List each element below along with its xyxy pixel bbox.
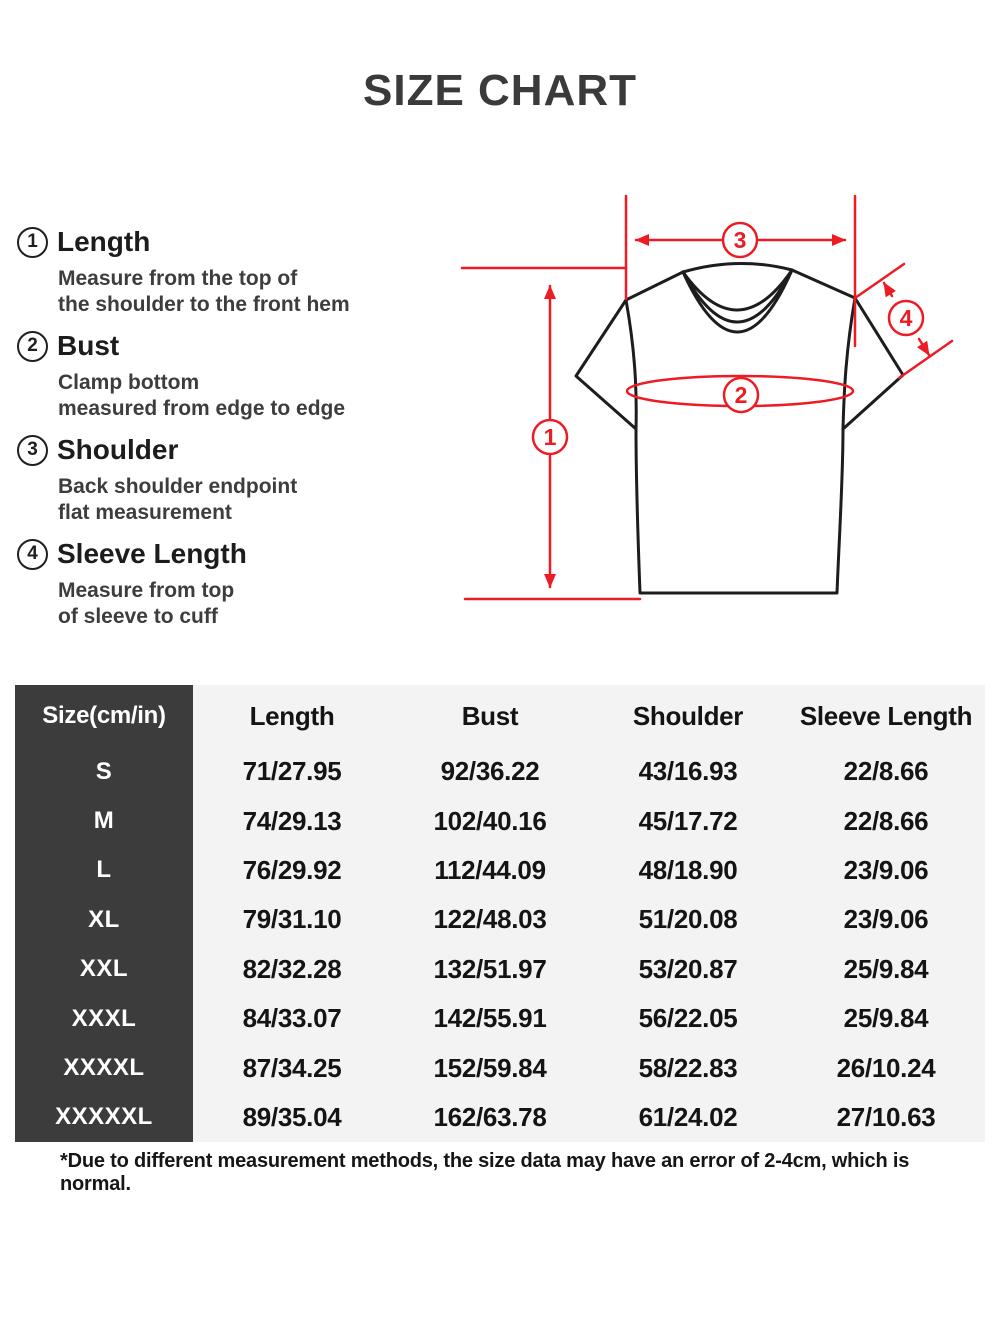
column-header-bust: Bust — [391, 685, 589, 747]
measurement-description — [58, 370, 457, 422]
measurement-name: Bust — [57, 330, 120, 361]
diagram-labels — [533, 223, 923, 454]
value-cell: 92/36.22 — [391, 747, 589, 796]
description-line: Clamp bottom — [58, 371, 200, 394]
description-line: Measure from the top of — [58, 267, 298, 290]
size-label: L — [15, 846, 193, 895]
measurement-number-badge: 3 — [17, 435, 48, 466]
value-cell: 53/20.87 — [589, 945, 787, 994]
size-table — [15, 685, 985, 1142]
value-cell: 23/9.06 — [787, 895, 985, 944]
measurement-description — [58, 578, 457, 630]
size-label: XXXL — [15, 994, 193, 1043]
column-header-sleeve-length: Sleeve Length — [787, 685, 985, 747]
value-cell: 76/29.92 — [193, 846, 391, 895]
size-label: XXXXXL — [15, 1093, 193, 1142]
body — [626, 298, 855, 593]
description-line: measured from edge to edge — [58, 397, 346, 420]
value-cell: 56/22.05 — [589, 994, 787, 1043]
sleeve-tick-line — [855, 264, 904, 298]
page-title: SIZE CHART — [363, 66, 637, 115]
value-cell: 132/51.97 — [391, 945, 589, 994]
measurement-name: Sleeve Length — [57, 538, 247, 569]
value-cell: 152/59.84 — [391, 1043, 589, 1092]
value-cell: 82/32.28 — [193, 945, 391, 994]
measurement-head — [17, 224, 457, 260]
value-cell: 45/17.72 — [589, 796, 787, 845]
sleeve-label: 4 — [899, 305, 913, 331]
description-line: the shoulder to the front hem — [58, 293, 350, 316]
value-cell: 112/44.09 — [391, 846, 589, 895]
value-cell: 23/9.06 — [787, 846, 985, 895]
value-cell: 25/9.84 — [787, 945, 985, 994]
measurement-number-badge: 1 — [17, 227, 48, 258]
size-label: S — [15, 747, 193, 796]
size-label: XL — [15, 895, 193, 944]
measurement-item-length — [17, 224, 457, 318]
size-label: M — [15, 796, 193, 845]
description-line: flat measurement — [58, 501, 232, 524]
value-cell: 142/55.91 — [391, 994, 589, 1043]
value-cell: 26/10.24 — [787, 1043, 985, 1092]
measurement-number-badge: 4 — [17, 539, 48, 570]
description-line: Measure from top — [58, 579, 235, 602]
value-cell: 58/22.83 — [589, 1043, 787, 1092]
shoulder-seam — [792, 270, 855, 298]
value-cell: 48/18.90 — [589, 846, 787, 895]
left-sleeve — [576, 300, 636, 429]
length-label: 1 — [543, 424, 557, 450]
value-cell: 84/33.07 — [193, 994, 391, 1043]
size-label: XXXXL — [15, 1043, 193, 1092]
measurement-description — [58, 474, 457, 526]
tshirt-diagram — [440, 180, 1000, 650]
sleeve-tick-line — [899, 341, 952, 378]
description-line: of sleeve to cuff — [58, 605, 218, 628]
value-cell: 162/63.78 — [391, 1093, 589, 1142]
value-cell: 22/8.66 — [787, 796, 985, 845]
measurement-description — [58, 266, 457, 318]
collar — [683, 270, 792, 322]
collar — [683, 263, 792, 272]
column-header-shoulder: Shoulder — [589, 685, 787, 747]
measurement-legend — [17, 224, 457, 640]
column-header-length: Length — [193, 685, 391, 747]
sleeve-arrow — [919, 339, 929, 355]
measurement-number-badge: 2 — [17, 331, 48, 362]
value-cell: 51/20.08 — [589, 895, 787, 944]
value-cell: 122/48.03 — [391, 895, 589, 944]
value-cell: 25/9.84 — [787, 994, 985, 1043]
shoulder-label: 3 — [733, 227, 747, 253]
value-cell: 87/34.25 — [193, 1043, 391, 1092]
measurement-head — [17, 328, 457, 364]
shoulder-seam — [626, 272, 683, 300]
value-cell: 74/29.13 — [193, 796, 391, 845]
description-line: Back shoulder endpoint — [58, 475, 298, 498]
value-cell: 102/40.16 — [391, 796, 589, 845]
sleeve-arrow — [884, 283, 892, 296]
size-column-header: Size(cm/in) — [15, 685, 193, 747]
value-cell: 79/31.10 — [193, 895, 391, 944]
measurement-head — [17, 536, 457, 572]
measurement-name: Shoulder — [57, 434, 179, 465]
size-label: XXL — [15, 945, 193, 994]
measurement-head — [17, 432, 457, 468]
value-cell: 71/27.95 — [193, 747, 391, 796]
measurement-item-sleeve-length — [17, 536, 457, 630]
bust-label: 2 — [734, 382, 748, 408]
value-cell: 43/16.93 — [589, 747, 787, 796]
value-cell: 61/24.02 — [589, 1093, 787, 1142]
value-cell: 89/35.04 — [193, 1093, 391, 1142]
footnote: *Due to different measurement methods, the size data may have an error of 2-4cm, which is normal. — [60, 1150, 910, 1195]
measurement-item-shoulder — [17, 432, 457, 526]
measurement-item-bust — [17, 328, 457, 422]
value-cell: 22/8.66 — [787, 747, 985, 796]
measurement-name: Length — [57, 226, 151, 257]
value-cell: 27/10.63 — [787, 1093, 985, 1142]
